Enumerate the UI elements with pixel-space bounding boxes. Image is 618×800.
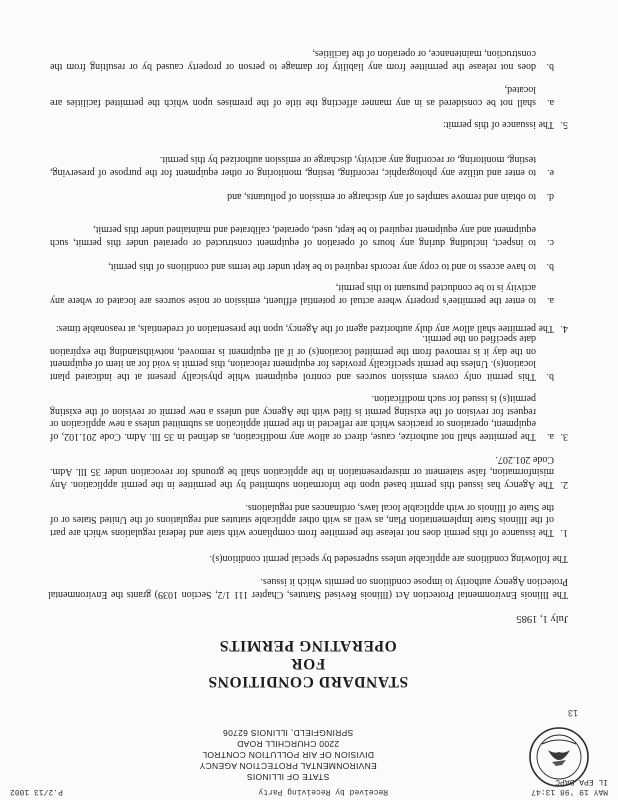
item-4c-text: to inspect, including during any hours of operation of equipment constructed or operated under this permit, such equipment and any equipment required to be kept, used, operated, calibrated and maintained under this permit, bbox=[50, 224, 536, 248]
item-4-text: The permittee shall allow any duly authorized agent of the Agency, upon the presentation of credentials, at reasonable times: bbox=[55, 323, 554, 334]
fax-header-mid: Received by Receiving Party bbox=[258, 787, 388, 796]
item-3a-text: The permittee shall not authorize, cause, direct or allow any modification, as defined in 35 Ill. Adm. Code 201.102, of equipment, operations or practices which are reflected in the permit application as submitted unless a new application or request for revision of the existing permit is filed with the Agency and unless a new permit or revision of the existing permit(s) is issued for such modification. bbox=[50, 393, 536, 442]
document-date: July 1, 1985 bbox=[516, 613, 568, 624]
intro-paragraph: The Illinois Environmental Protection Act (Illinois Revised Statutes, Chapter 111 1/2, Section 1039) grants the Environmental Protection Agency authority to impose conditions on permits which it issues. bbox=[48, 576, 568, 600]
item-5b-letter: b. bbox=[546, 61, 554, 72]
item-5a-letter: a. bbox=[547, 97, 554, 108]
seal-icon bbox=[528, 726, 590, 788]
title-line-1: STANDARD CONDITIONS bbox=[207, 673, 409, 690]
item-4c-letter: c. bbox=[547, 237, 554, 248]
fax-header-right: P.2/13 1002 bbox=[10, 787, 63, 796]
fax-header-left: MAY 19 '98 13:47 bbox=[531, 787, 608, 796]
item-1-number: 1. bbox=[560, 527, 568, 538]
item-4d-letter: d. bbox=[546, 191, 554, 202]
item-3a-letter: a. bbox=[547, 431, 554, 442]
agency-city: SPRINGFIELD, ILLINOIS 62706 bbox=[222, 728, 354, 738]
item-5a-text: shall not be considered as in any manner affecting the title of the premises upon which the permitted facilities are located, bbox=[50, 84, 536, 108]
item-4e-letter: e. bbox=[547, 167, 554, 178]
item-3b-letter: b. bbox=[546, 371, 554, 382]
item-4b-text: to have access to and to copy any records required to be kept under the terms and conditions of this permit, bbox=[108, 261, 536, 272]
item-2-text: The Agency has issued this permit based upon the information submitted by the permittee in the permit application. Any misinformation, false statement or misrepresentation in the application shall be grounds for revocation under 35 Ill. Adm. Code 201.207. bbox=[50, 454, 554, 490]
item-5b-text: does not release the permittee from any liability for damage to person or property caused by or resulting from the construction, maintenance, or operation of the facilities, bbox=[50, 48, 536, 72]
agency-letterhead bbox=[163, 727, 413, 782]
title-line-2: FOR bbox=[290, 655, 326, 672]
item-4e-text: to enter and utilize any photographic, recording, testing, monitoring or other equipment for the purpose of preserving, testing, monitoring, or recording any activity, discharge or emission authorized by this permit. bbox=[50, 154, 536, 178]
item-5-text: The issuance of this permit: bbox=[442, 119, 554, 130]
title-line-3: OPERATING PERMITS bbox=[219, 637, 397, 654]
fax-header-left-2: IL EPA DAPC bbox=[555, 777, 608, 786]
item-4a-text: to enter the permittee's property where actual or potential effluent, emission or noise sources are located or where any activity is to be conducted pursuant to this permit, bbox=[50, 282, 536, 306]
agency-state: STATE OF ILLINOIS bbox=[246, 772, 330, 782]
applicability-paragraph: The following conditions are applicable unless superseded by special permit condition(s). bbox=[209, 553, 568, 564]
agency-division: DIVISION OF AIR POLLUTION CONTROL bbox=[202, 750, 374, 760]
handwritten-note: 13 bbox=[567, 708, 578, 718]
item-4-number: 4. bbox=[560, 323, 568, 334]
item-2-number: 2. bbox=[560, 479, 568, 490]
agency-name: ENVIRONMENTAL PROTECTION AGENCY bbox=[199, 761, 377, 771]
item-3-number: 3. bbox=[560, 431, 568, 442]
item-4d-text: to obtain and remove samples of any discharge or emission of pollutants, and bbox=[227, 191, 536, 202]
page-title bbox=[98, 636, 518, 690]
item-3b-text: This permit only covers emission sources and control equipment while physically present at the indicated plant location(s). Unless the permit specifically provides for equipment relocation, this permit is void for an item of equipment on the day it is removed from the permitted location(s) or if all equipment is removed, notwithstanding the expiration date specified on the permit. bbox=[50, 333, 536, 382]
item-5-number: 5. bbox=[560, 119, 568, 130]
item-1-text: The issuance of this permit does not release the permittee from compliance with state and federal regulations which are part of the Illinois State Implementation Plan, as well as with other applicable statutes and regulations of the United States or of the State of Illinois or with applicable local laws, ordinances and regulations. bbox=[50, 502, 554, 538]
item-4b-letter: b. bbox=[546, 261, 554, 272]
item-4a-letter: a. bbox=[547, 295, 554, 306]
agency-address: 2200 CHURCHILL ROAD bbox=[236, 739, 340, 749]
